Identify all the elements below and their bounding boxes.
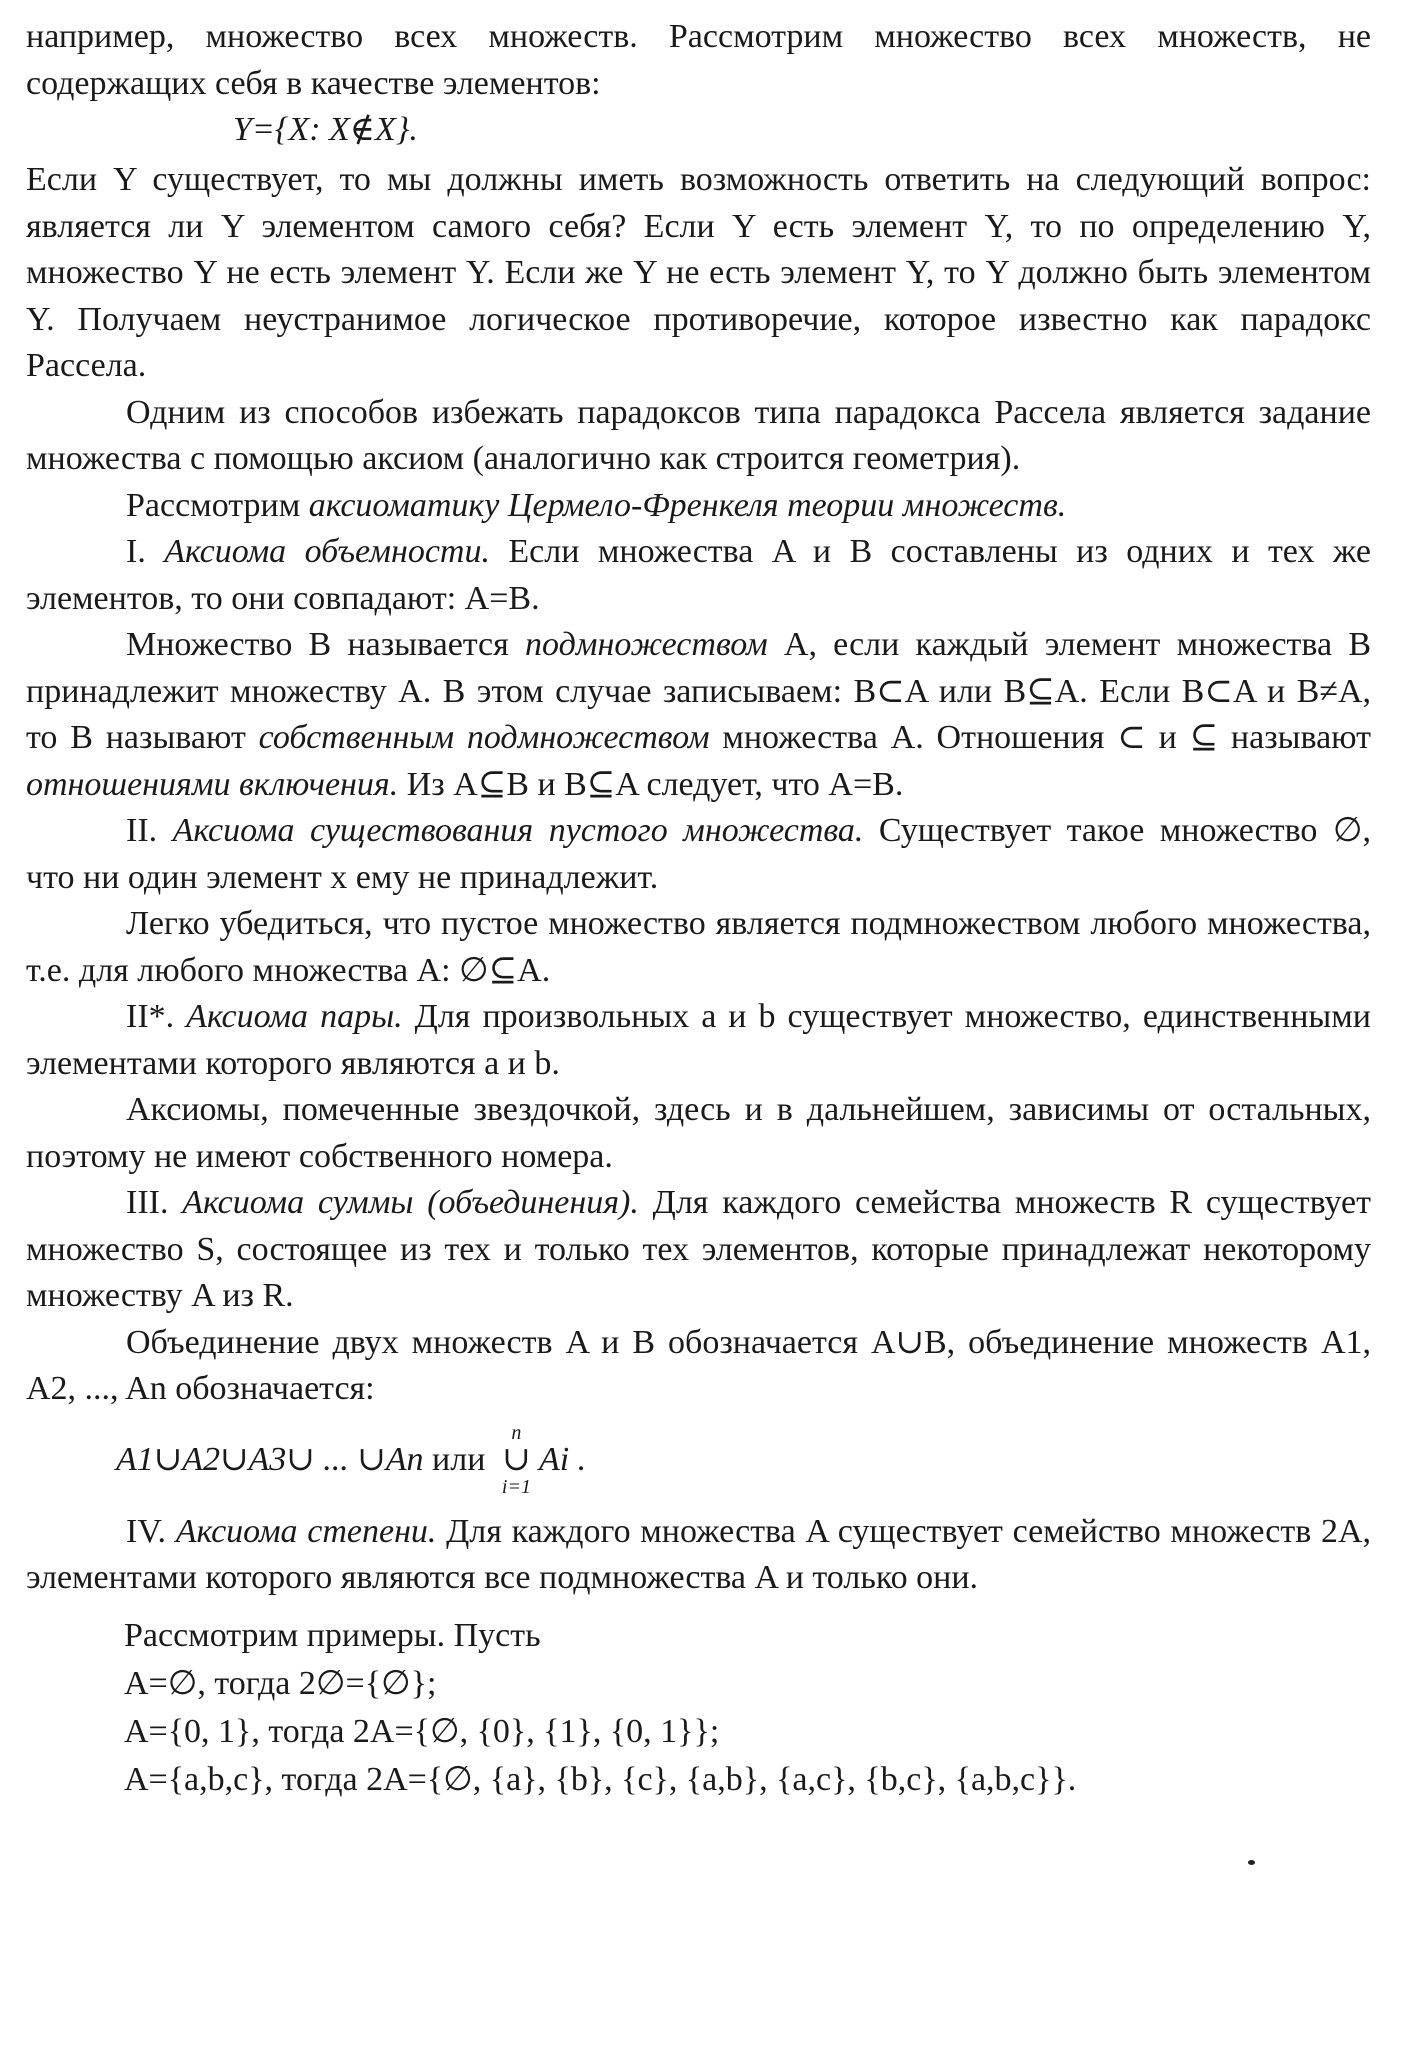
axiom-number: II.: [126, 812, 173, 849]
union-upper-limit: n: [511, 1421, 522, 1444]
zf-intro-emphasis: аксиоматику Цермело-Френкеля теории множеств.: [308, 486, 1067, 524]
big-union-operator: [502, 1423, 531, 1497]
formula-russell-set: Y={X: X∉X}.: [233, 111, 418, 148]
paragraph-union-notation: Объединение двух множеств A и B обозначается A∪B, объединение множеств A1, A2, ..., An обозначается:: [26, 1323, 1371, 1407]
union-symbol: ∪: [502, 1440, 531, 1478]
union-lower-limit: i=1: [501, 1475, 531, 1498]
zf-intro-lead: Рассмотрим: [126, 486, 309, 524]
subset-text-b: A, если каждый элемент множества B принадлежит множеству A. В этом случае записываем: B⊂A или B⊆A. Если B⊂A и B≠A, то B называют: [26, 626, 1371, 756]
paragraph-intro: например, множество всех множеств. Рассмотрим множество всех множеств, не содержащих себя в качестве элементов:: [26, 18, 1371, 102]
example-two-elements: A={0, 1}, тогда 2A={∅, {0}, {1}, {0, 1}};: [124, 1712, 720, 1750]
axiom-text: Если множества A и B составлены из одних и тех же элементов, то они совпадают: A=B.: [26, 533, 1372, 617]
axiom-power-set: [26, 1509, 1371, 1602]
paragraph-axioms-motivation: Одним из способов избежать парадоксов типа парадокса Рассела является задание множества с помощью аксиом (аналогично как строится геометрия).: [26, 393, 1371, 477]
formula-union: [26, 1423, 1371, 1497]
paragraph-subset-definition: [26, 622, 1371, 808]
paragraph-zf-intro: [26, 483, 1371, 530]
union-word: или: [423, 1440, 494, 1478]
axiom-text: Для каждого множества A существует семейство множеств 2A, элементами которого являются все подмножества A и только они.: [26, 1512, 1371, 1596]
axiom-title: Аксиома степени.: [175, 1512, 437, 1550]
axiom-text: Для каждого семейства множеств R существует множество S, состоящее из тех и только тех элементов, которые принадлежат некоторому множеству A из R.: [26, 1184, 1371, 1314]
axiom-title: Аксиома пары.: [186, 998, 403, 1035]
axiom-number: III.: [126, 1184, 183, 1221]
paragraph-starred-axioms: Аксиомы, помеченные звездочкой, здесь и в дальнейшем, зависимы от остальных, поэтому не имеют собственного номера.: [26, 1091, 1371, 1175]
paragraph-russell-paradox: Если Y существует, то мы должны иметь возможность ответить на следующий вопрос: является ли Y элементом самого себя? Если Y есть элемент Y, то по определению Y, множество Y не есть элемент Y. Если же Y не есть элемент Y, то Y должно быть элементом Y. Получаем неустранимое логическое противоречие, которое известно как парадокс Рассела.: [26, 161, 1371, 384]
axiom-extensionality: [26, 529, 1371, 622]
term-inclusion-relations: отношениями включения.: [26, 765, 399, 803]
axiom-title: Аксиома существования пустого множества.: [172, 812, 864, 849]
term-proper-subset: собственным подмножеством: [258, 719, 710, 756]
axiom-title: Аксиома суммы (объединения).: [182, 1184, 639, 1221]
axiom-title: Аксиома объемности.: [164, 533, 490, 570]
examples-intro: Рассмотрим примеры. Пусть: [124, 1616, 541, 1654]
axiom-number: I.: [126, 533, 165, 570]
subset-text-a: Множество B называется: [126, 626, 526, 663]
union-left: A1∪A2∪A3∪ ... ∪An: [116, 1440, 424, 1478]
axiom-number: II*.: [126, 998, 187, 1035]
scan-speck: [1248, 1860, 1255, 1865]
subset-text-c: множества A. Отношения ⊂ и ⊆ называют: [709, 719, 1371, 756]
axiom-text: Существует такое множество ∅, что ни один элемент x ему не принадлежит.: [26, 812, 1371, 896]
axiom-number: IV.: [126, 1512, 176, 1550]
paragraph-empty-subset: Легко убедиться, что пустое множество является подмножеством любого множества, т.е. для любого множества A: ∅⊆A.: [26, 905, 1371, 989]
axiom-pair: [26, 994, 1371, 1087]
axiom-empty-set: [26, 808, 1371, 901]
union-right: Ai .: [538, 1440, 587, 1478]
axiom-union: [26, 1180, 1371, 1320]
axiom-text: Для произвольных a и b существует множество, единственными элементами которого являются a и b.: [26, 998, 1371, 1082]
example-three-elements: A={a,b,c}, тогда 2A={∅, {a}, {b}, {c}, {a,b}, {a,c}, {b,c}, {a,b,c}}.: [124, 1760, 1077, 1798]
example-empty-set: A=∅, тогда 2∅={∅};: [124, 1664, 437, 1702]
subset-text-d: Из A⊆B и B⊆A следует, что A=B.: [398, 765, 904, 803]
term-subset: подмножеством: [525, 626, 768, 663]
